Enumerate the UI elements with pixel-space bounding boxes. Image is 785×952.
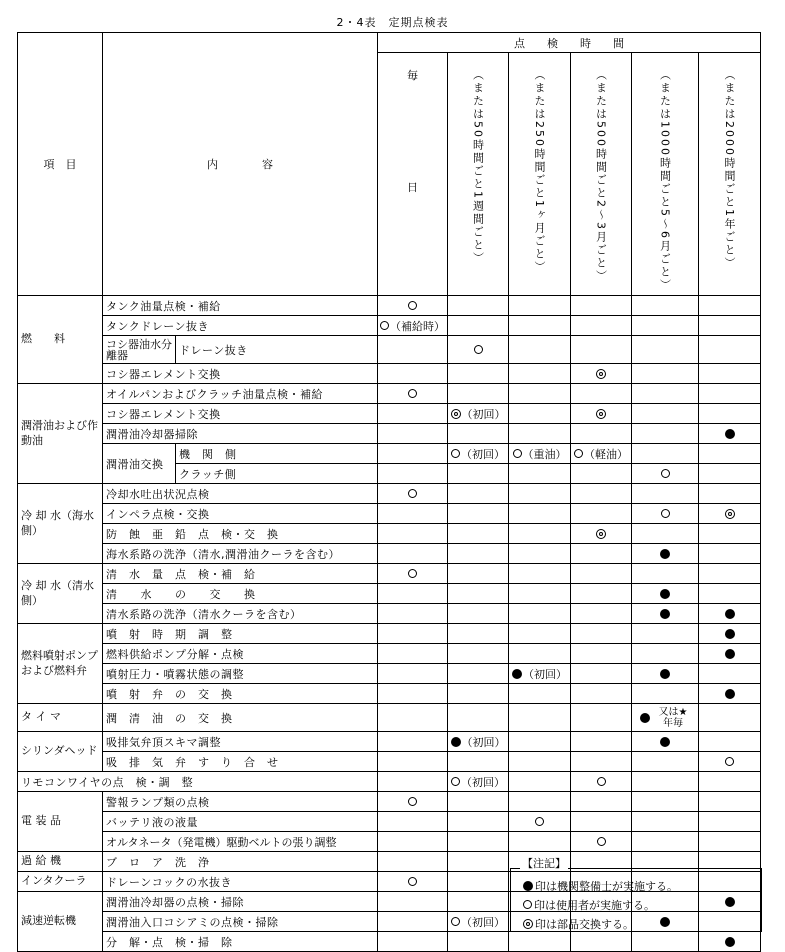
category-lube: 潤滑油および作動油 bbox=[18, 384, 103, 484]
black-dot-icon bbox=[725, 609, 735, 619]
interval-2000h: （または2000時間ごと1年ごと） bbox=[699, 53, 761, 296]
interval-50h: （または50時間ごと1週間ごと） bbox=[448, 53, 509, 296]
row-label: 分 解・点 検・掃 除 bbox=[103, 932, 378, 952]
row-label: 海水系路の洗浄（清水,潤滑油クーラを含む） bbox=[103, 544, 378, 564]
row-label-remote: リモコンワイヤの点 検・調 整 bbox=[18, 772, 378, 792]
circle-icon bbox=[408, 389, 417, 398]
row-label: 清 水 の 交 換 bbox=[103, 584, 378, 604]
interval-250h: （または250時間ごと1ヶ月ごと） bbox=[509, 53, 571, 296]
maintenance-table: 項 目 内 容 点 検 時 間 毎 日 （または50時間ごと1週間ごと） （または250時間ごと1ヶ月ごと） （または500時間ごと2〜3月ごと） （または1000時間ごと5〜6月ごと） （または2000時間ごと1年ごと） 燃 料 タンク油量点検・補給 タンクドレーン抜き （補給時） コシ器油水分離器 ドレーン抜き コシ器エレメント交換 潤滑油および作動油 オイルパンおよびクラッチ油量点検・補給 コシ器エレメント交換 （初回） 潤滑油冷却器掃除 潤滑油交換 機 関 側 （初回） （重油） （軽油） クラッチ側 冷 却 水（海水側） 冷却水吐出状況点検 インペラ点検・交換 防 蝕 亜 鉛 点 検・交 換 海水系路の洗浄（清水,潤滑油クーラを含む） 冷 却 水（清水側） 清 水 量 点 検・補 給 清 水 の 交 換 清水系路の洗浄（清水クーラを含む） 燃料噴射ポンプおよび燃料弁 噴 射 時 期 調 整 燃料供給ポンプ分解・点検 噴射圧力・噴霧状態の調整 （初回） 噴 射 弁 の 交 換 タ イ マ 潤 清 油 の 交 換 又は★年毎 シリンダヘッド 吸排気弁頂スキマ調整 （初回） 吸 排 気 弁 す り 合 せ リモコンワイヤの点 検・調 整 （初回） 電 装 品 警報ランプ類の点検 バッテリ液の液量 オルタネータ（発電機）駆動ベルトの張り調整 過 給 機 ブ ロ ア 洗 浄 インタクーラ ドレーンコックの水抜き 減速逆転機 潤滑油冷却器の点検・掃除 潤滑油入口コシアミの点検・掃除 （初回） 分 解・点 検・掃 除 bbox=[17, 32, 761, 952]
circle-icon bbox=[451, 449, 460, 458]
row-label: 潤滑油冷却器の点検・掃除 bbox=[103, 892, 378, 912]
black-dot-icon bbox=[451, 737, 461, 747]
double-circle-icon bbox=[725, 509, 735, 519]
row-label: 吸 排 気 弁 す り 合 せ bbox=[103, 752, 378, 772]
row-label: 潤滑油入口コシアミの点検・掃除 bbox=[103, 912, 378, 932]
category-head: シリンダヘッド bbox=[18, 732, 103, 772]
header-item: 項 目 bbox=[18, 33, 103, 296]
double-circle-icon bbox=[596, 529, 606, 539]
category-injection: 燃料噴射ポンプおよび燃料弁 bbox=[18, 624, 103, 704]
row-label: タンク油量点検・補給 bbox=[103, 296, 378, 316]
row-label: バッテリ液の液量 bbox=[103, 812, 378, 832]
circle-icon bbox=[451, 777, 460, 786]
interval-500h: （または500時間ごと2〜3月ごと） bbox=[571, 53, 632, 296]
table-title: 2・4表 定期点検表 bbox=[336, 16, 449, 29]
row-label: クラッチ側 bbox=[176, 464, 378, 484]
double-circle-icon bbox=[596, 369, 606, 379]
circle-icon bbox=[408, 797, 417, 806]
double-circle-icon bbox=[523, 919, 533, 929]
row-label: 潤滑油冷却器掃除 bbox=[103, 424, 378, 444]
note-white: 印は使用者が実施する。 bbox=[534, 898, 655, 912]
row-label: 潤滑油交換 bbox=[103, 444, 176, 484]
interval-daily: 毎 日 bbox=[378, 53, 448, 296]
row-label: ドレーン抜き bbox=[176, 336, 378, 364]
row-label: 噴 射 時 期 調 整 bbox=[103, 624, 378, 644]
category-seawater: 冷 却 水（海水側） bbox=[18, 484, 103, 564]
notes-title: 【注記】 bbox=[522, 857, 566, 870]
row-label: 清水系路の洗浄（清水クーラを含む） bbox=[103, 604, 378, 624]
category-freshwater: 冷 却 水（清水側） bbox=[18, 564, 103, 624]
black-dot-icon bbox=[523, 881, 533, 891]
header-time: 点 検 時 間 bbox=[378, 33, 761, 53]
row-label: コシ器エレメント交換 bbox=[103, 404, 378, 424]
circle-icon bbox=[523, 900, 532, 909]
double-circle-icon bbox=[596, 409, 606, 419]
row-label: 警報ランプ類の点検 bbox=[103, 792, 378, 812]
black-dot-icon bbox=[660, 549, 670, 559]
black-dot-icon bbox=[725, 689, 735, 699]
row-label: 噴 射 弁 の 交 換 bbox=[103, 684, 378, 704]
category-timer: タ イ マ bbox=[18, 704, 103, 732]
category-turbo: 過 給 機 bbox=[18, 852, 103, 872]
circle-icon bbox=[408, 569, 417, 578]
circle-icon bbox=[408, 877, 417, 886]
black-dot-icon bbox=[725, 649, 735, 659]
row-label: 噴射圧力・噴霧状態の調整 bbox=[103, 664, 378, 684]
category-electric: 電 装 品 bbox=[18, 792, 103, 852]
double-circle-icon bbox=[451, 409, 461, 419]
row-label: オイルパンおよびクラッチ油量点検・補給 bbox=[103, 384, 378, 404]
row-label: 清 水 量 点 検・補 給 bbox=[103, 564, 378, 584]
circle-icon bbox=[535, 817, 544, 826]
circle-icon bbox=[597, 837, 606, 846]
row-label: 燃料供給ポンプ分解・点検 bbox=[103, 644, 378, 664]
row-label: インペラ点検・交換 bbox=[103, 504, 378, 524]
notes-box bbox=[510, 868, 762, 932]
circle-icon bbox=[661, 469, 670, 478]
category-reduction: 減速逆転機 bbox=[18, 892, 103, 952]
black-dot-icon bbox=[640, 713, 650, 723]
circle-icon bbox=[451, 917, 460, 926]
note-double: 印は部品交換する。 bbox=[535, 917, 634, 931]
row-label: ドレーンコックの水抜き bbox=[103, 872, 378, 892]
circle-icon bbox=[661, 509, 670, 518]
row-label: 潤 清 油 の 交 換 bbox=[103, 704, 378, 732]
header-content: 内 容 bbox=[103, 33, 378, 296]
row-label: タンクドレーン抜き bbox=[103, 316, 378, 336]
note-black: 印は機関整備士が実施する。 bbox=[535, 879, 678, 893]
circle-icon bbox=[380, 321, 389, 330]
black-dot-icon bbox=[725, 937, 735, 947]
black-dot-icon bbox=[725, 629, 735, 639]
interval-1000h: （または1000時間ごと5〜6月ごと） bbox=[632, 53, 699, 296]
circle-icon bbox=[597, 777, 606, 786]
black-dot-icon bbox=[660, 737, 670, 747]
row-label: コシ器油水分離器 bbox=[103, 336, 176, 364]
row-label: ブ ロ ア 洗 浄 bbox=[103, 852, 378, 872]
black-dot-icon bbox=[660, 609, 670, 619]
row-label: オルタネータ（発電機）駆動ベルトの張り調整 bbox=[103, 832, 378, 852]
black-dot-icon bbox=[725, 429, 735, 439]
circle-icon bbox=[474, 345, 483, 354]
row-label: コシ器エレメント交換 bbox=[103, 364, 378, 384]
row-label: 防 蝕 亜 鉛 点 検・交 換 bbox=[103, 524, 378, 544]
row-label: 吸排気弁頂スキマ調整 bbox=[103, 732, 378, 752]
row-label: 冷却水吐出状況点検 bbox=[103, 484, 378, 504]
circle-icon bbox=[408, 489, 417, 498]
black-dot-icon bbox=[660, 669, 670, 679]
circle-icon bbox=[725, 757, 734, 766]
circle-icon bbox=[408, 301, 417, 310]
circle-icon bbox=[513, 449, 522, 458]
black-dot-icon bbox=[512, 669, 522, 679]
black-dot-icon bbox=[660, 589, 670, 599]
category-fuel: 燃 料 bbox=[18, 296, 103, 384]
circle-icon bbox=[574, 449, 583, 458]
category-intercooler: インタクーラ bbox=[18, 872, 103, 892]
row-label: 機 関 側 bbox=[176, 444, 378, 464]
